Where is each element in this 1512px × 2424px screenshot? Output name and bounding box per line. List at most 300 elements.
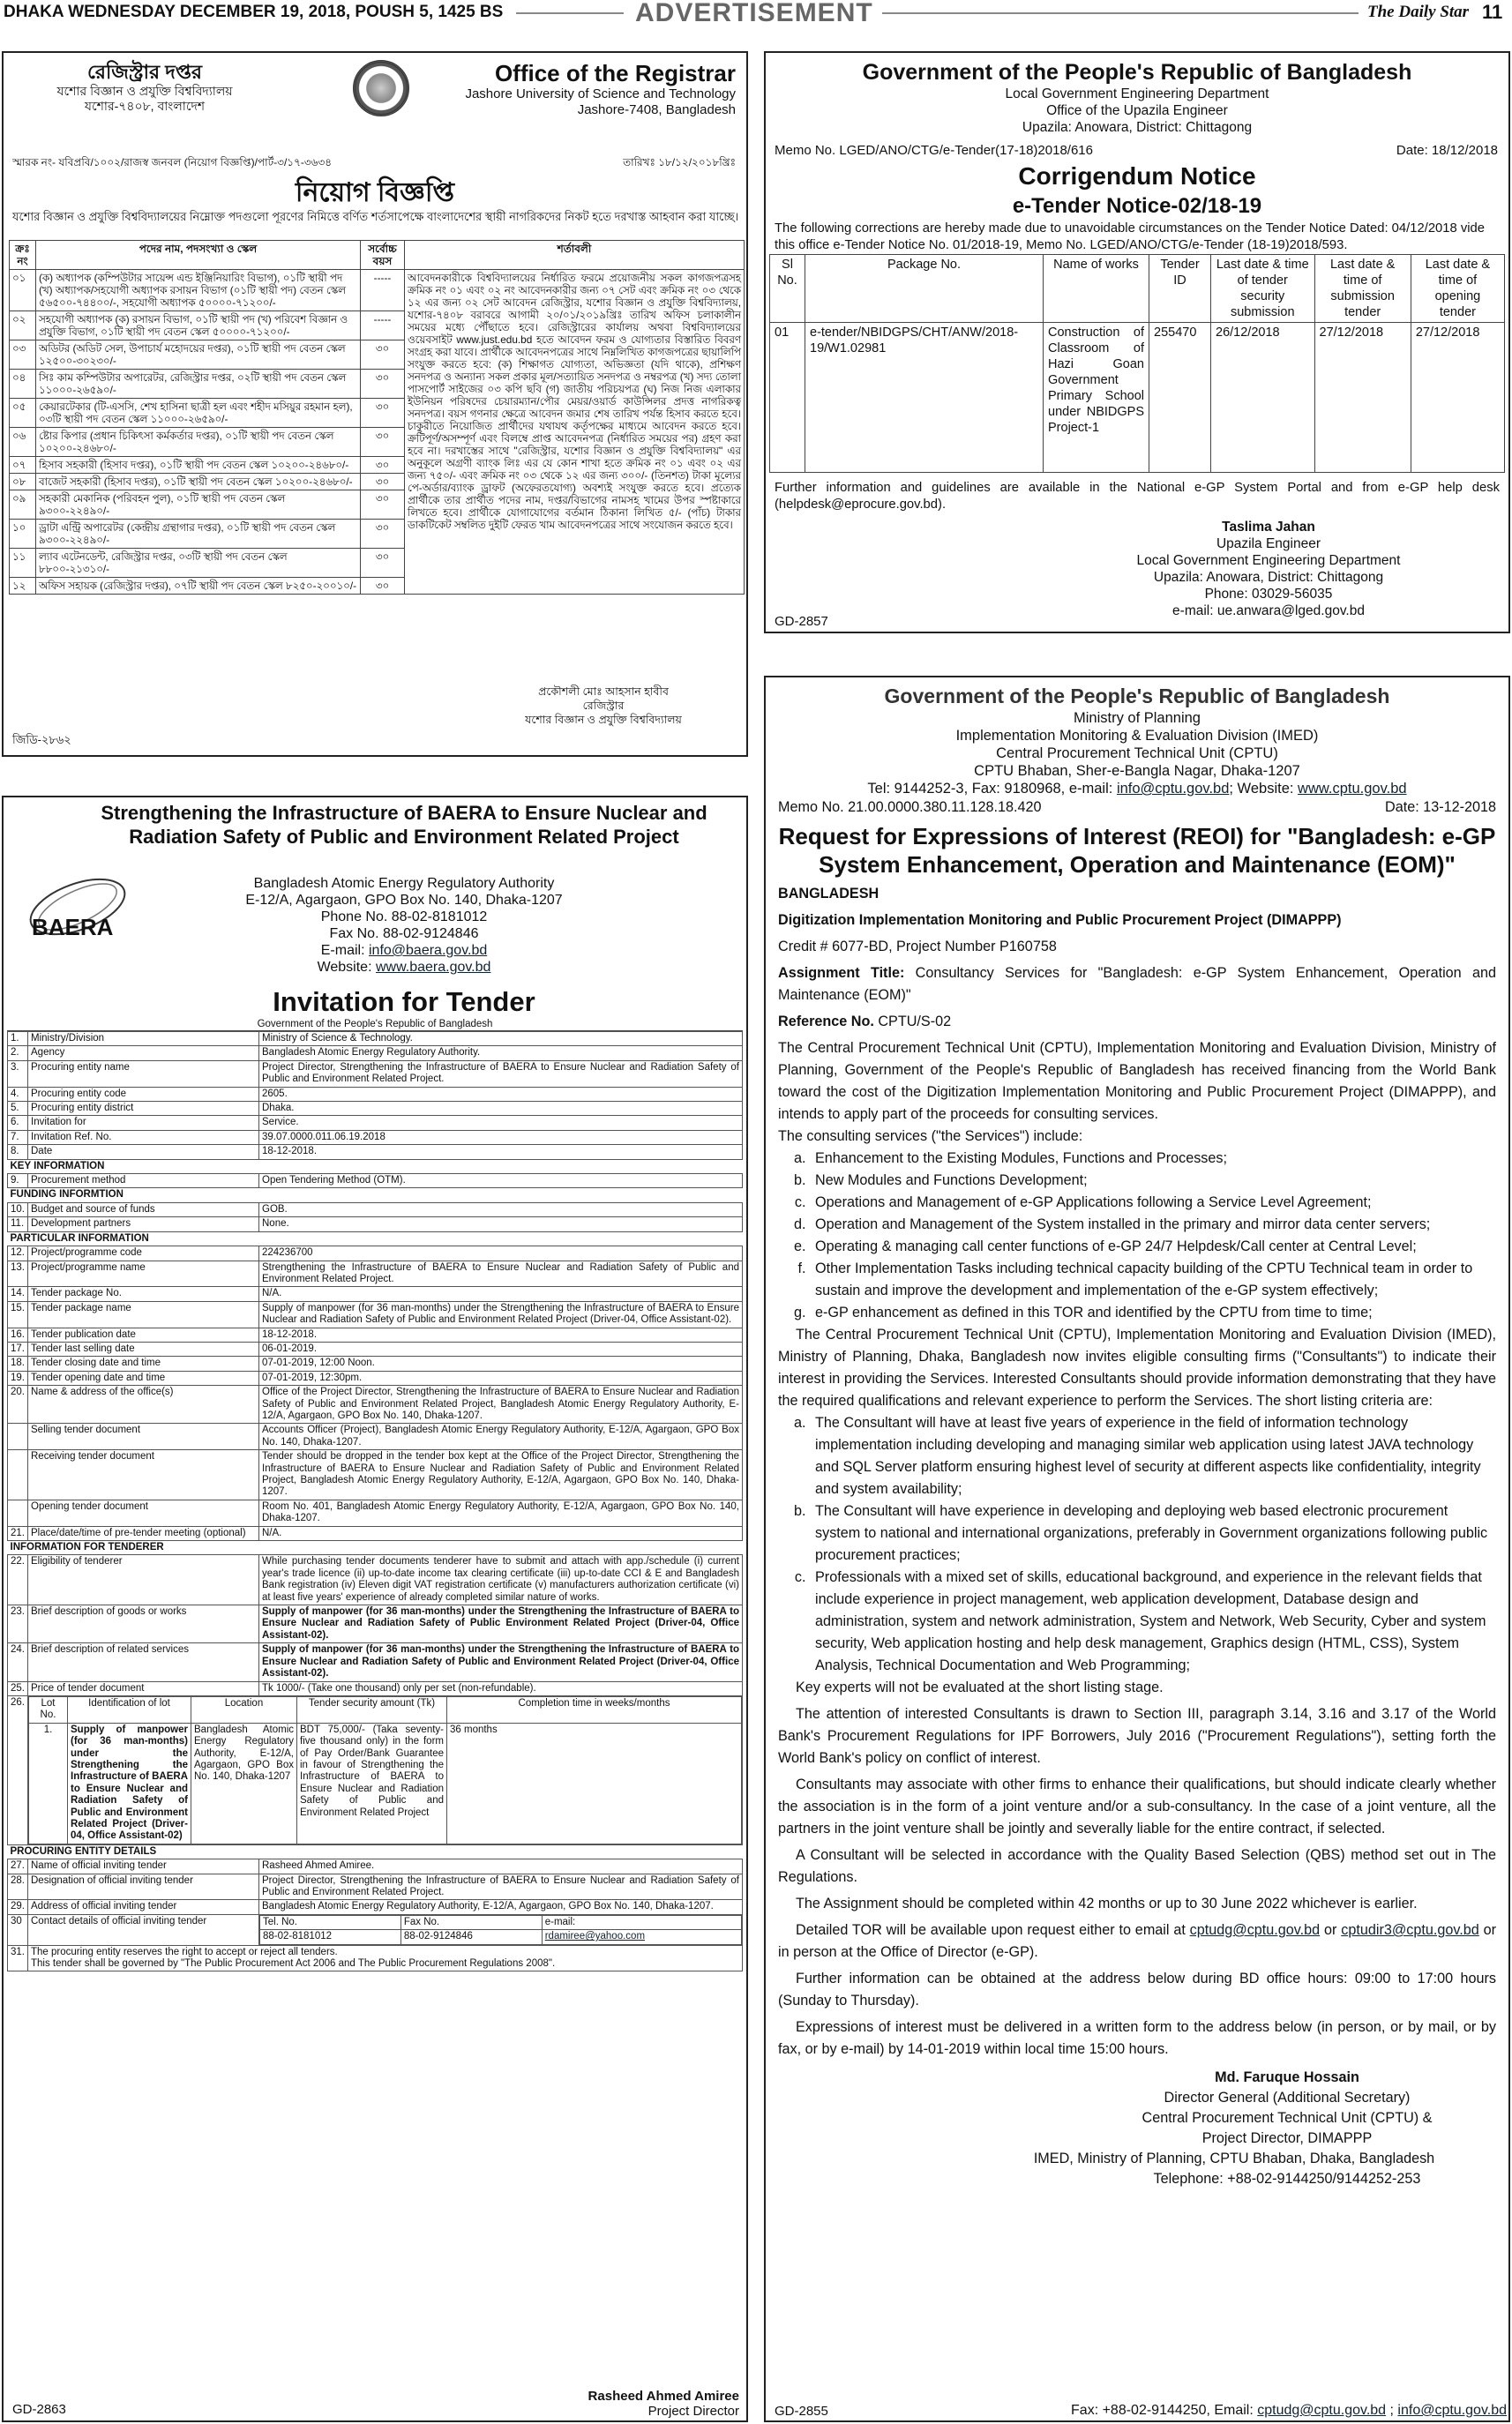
row-number: 28. [8, 1874, 28, 1900]
field-label: Tender package name [28, 1301, 259, 1328]
tender-table [7, 1031, 743, 1971]
row-number: 19. [8, 1371, 28, 1385]
row-number: 25. [8, 1681, 28, 1695]
intro-text: যশোর বিজ্ঞান ও প্রযুক্তি বিশ্ববিদ্যালয়ের নিম্নোক্ত পদগুলো পূরণের নিমিত্তে বর্ণিত শর্তসাপেক্ষে বাংলাদেশের স্থায়ী নাগরিকদের নিকট হতে দরখাস্ত আহবান করা যাচ্ছে। [12, 210, 739, 223]
table-row [8, 1357, 743, 1371]
row-number: 15. [8, 1301, 28, 1328]
text: or [1320, 1922, 1342, 1938]
field-value: Accounts Officer (Project), Bangladesh Atomic Energy Regulatory Authority, E-12/A, Agargaon, GPO Box No. 140, Dhaka-1207. [259, 1424, 743, 1450]
section-header [8, 1188, 743, 1202]
assignment-label: Assignment Title: [778, 965, 905, 981]
paragraph: Further information can be obtained at the address below during BD office hours: 09:00 to 17:00 hours (Sunday to Thursday). [778, 1971, 1496, 2009]
table-row [8, 1386, 743, 1424]
paragraph: The Assignment should be completed within 42 months or up to 30 June 2022 whichever is earlier. [796, 1896, 1418, 1912]
field-label: Tender publication date [28, 1328, 259, 1342]
cell: 01 [770, 323, 805, 473]
section-header [8, 1541, 743, 1555]
signer-address: IMED, Ministry of Planning, CPTU Bhaban, Dhaka, Bangladesh [1033, 2151, 1435, 2166]
table-row [8, 1424, 743, 1450]
table-row [8, 1914, 743, 1945]
field-label: Invitation for [28, 1116, 259, 1130]
col-header: Name of works [1044, 255, 1149, 323]
address: CPTU Bhaban, Sher-e-Bangla Nagar, Dhaka-1207 [974, 763, 1300, 779]
reoi-title: Request for Expressions of Interest (REOI) for "Bangladesh: e-GP System Enhancement, Operation and Maintenance (EOM)" [778, 823, 1496, 878]
division: Implementation Monitoring & Evaluation Division (IMED) [955, 728, 1319, 744]
field-value: Rasheed Ahmed Amiree. [259, 1859, 743, 1874]
field-label: Opening tender document [28, 1500, 259, 1526]
fax-line [1048, 2403, 1507, 2419]
row-number: 16. [8, 1328, 28, 1342]
section-title: FUNDING INFORMTION [8, 1188, 743, 1202]
field-label: Name of official inviting tender [28, 1859, 259, 1874]
ad-code: GD-2857 [775, 614, 828, 629]
max-age: ৩০ [361, 490, 405, 520]
row-number: 26. [8, 1695, 28, 1844]
col-header: Last date & time of tender security submission [1211, 255, 1315, 323]
contact-header [260, 1915, 742, 1929]
field-label: Project/programme code [28, 1246, 259, 1261]
field-value: Tk 1000/- (Take one thousand) only per set (non-refundable). [259, 1681, 743, 1695]
unit: Central Procurement Technical Unit (CPTU) [996, 745, 1278, 761]
field-value: Bangladesh Atomic Energy Regulatory Authority. [259, 1046, 743, 1060]
row-number: 4. [8, 1087, 28, 1101]
signer-name: প্রকৌশলী মোঃ আহসান হাবীব [538, 685, 669, 698]
memo-line [778, 799, 1496, 817]
dept: Local Government Engineering Department [1005, 86, 1269, 101]
cell: e-tender/NBIDGPS/CHT/ANW/2018-19/W1.02981 [805, 323, 1044, 473]
field-label: Development partners [28, 1217, 259, 1231]
en-addr: Jashore-7408, Bangladesh [577, 102, 736, 117]
text: Website: [317, 960, 376, 975]
table-row [8, 1087, 743, 1101]
section-title: KEY INFORMATION [8, 1159, 743, 1173]
post-description: সিঃ কাম কম্পিউটার অপারেটর, রেজিস্ট্রার দপ্তর, ০২টি স্থায়ী পদ বেতন স্কেল ১১০০০-২৬৫৯০/- [36, 370, 361, 399]
table-row [8, 1371, 743, 1385]
row-number: ১০ [10, 520, 36, 549]
row-number: 6. [8, 1116, 28, 1130]
bn-office: রেজিস্ট্রার দপ্তর [86, 61, 203, 83]
governing-note: This tender shall be governed by "The Public Procurement Act 2006 and The Public Procurement Regulations 2008". [31, 1958, 556, 1970]
col-header: Lot No. [29, 1696, 68, 1723]
max-age: ৩০ [361, 578, 405, 595]
email-link[interactable]: cptudg@cptu.gov.bd [1189, 1922, 1321, 1938]
row-number: 20. [8, 1386, 28, 1424]
max-age: ৩০ [361, 399, 405, 428]
row-number: 11. [8, 1217, 28, 1231]
field-value: 07-01-2019, 12:00 Noon. [259, 1357, 743, 1371]
field-value: 224236700 [259, 1246, 743, 1261]
text: Fax: +88-02-9144250, Email: [1071, 2403, 1258, 2418]
post-description: অডিটর (অডিট সেল, উপাচার্য মহোদয়ের দপ্তর), ০১টি স্থায়ী পদ বেতন স্কেল ১২৫০০-৩০২৩০/- [36, 340, 361, 370]
col-header: e-mail: [542, 1915, 741, 1929]
lot-value: Supply of manpower (for 36 man-months) under the Strengthening the Infrastructure of BAERA to Ensure Nuclear and Radiation Safety of Public and Environment Related Project (Driver-04, Office Assistant-02) [68, 1723, 191, 1844]
row-number: 21. [8, 1526, 28, 1540]
email-link[interactable]: info@cptu.gov.bd [1397, 2403, 1507, 2418]
field-label: Project/programme name [28, 1261, 259, 1287]
field-value: Service. [259, 1116, 743, 1130]
field-label: Designation of official inviting tender [28, 1874, 259, 1900]
row-number: 31. [8, 1945, 28, 1971]
date: Date: 13-12-2018 [1385, 799, 1496, 815]
reference-no: CPTU/S-02 [878, 1014, 952, 1029]
col-header: ক্রঃ নং [10, 241, 36, 270]
field-label: Procuring entity district [28, 1102, 259, 1116]
field-value: Supply of manpower (for 36 man-months) under the Strengthening the Infrastructure of BAERA to Ensure Nuclear and Radiation Safety of Public Environment Related Project (Driver-04, Office Assistant-02). [259, 1605, 743, 1643]
row-number: 2. [8, 1046, 28, 1060]
field-value: None. [259, 1217, 743, 1231]
ministry: Ministry of Planning [1074, 710, 1201, 726]
lot-value: 36 months [447, 1723, 742, 1844]
row-number: 22. [8, 1555, 28, 1605]
cell: 26/12/2018 [1211, 323, 1315, 473]
row-number: 24. [8, 1643, 28, 1681]
signer-email: e-mail: ue.anwara@lged.gov.bd [1172, 603, 1365, 618]
list-item: g. e-GP enhancement as defined in this TOR and identified by the CPTU from time to time; [810, 1302, 1496, 1324]
table-row [8, 1301, 743, 1328]
website-line [95, 959, 713, 976]
memo: Memo No. LGED/ANO/CTG/e-Tender(17-18)2018/616 [775, 143, 1093, 158]
page-number: 11 [1482, 1, 1503, 23]
row-number: 13. [8, 1261, 28, 1287]
field-label: Tender last selling date [28, 1342, 259, 1356]
field-value: N/A. [259, 1526, 743, 1540]
bn-univ: যশোর বিজ্ঞান ও প্রযুক্তি বিশ্ববিদ্যালয় [56, 84, 233, 98]
field-value: 06-01-2019. [259, 1342, 743, 1356]
field-value: 18-12-2018. [259, 1328, 743, 1342]
ad-code: GD-2863 [12, 2402, 66, 2417]
row-number: ০৬ [10, 428, 36, 457]
row-number: ০৫ [10, 399, 36, 428]
email-link[interactable]: cptudir3@cptu.gov.bd [1341, 1922, 1479, 1938]
section-title: ADVERTISEMENT [635, 0, 873, 27]
field-value: Project Director, Strengthening the Infrastructure of BAERA to Ensure Nuclear and Radiation Safety of Public and Environment Related Project. [259, 1060, 743, 1087]
field-label: Contact details of official inviting tender [28, 1914, 259, 1945]
website-link[interactable]: www.cptu.gov.bd [1298, 781, 1407, 797]
contact-value: 88-02-9124846 [400, 1930, 542, 1944]
signer-title: Project Director [647, 2404, 739, 2419]
col-header: Completion time in weeks/months [447, 1696, 742, 1723]
section-header [8, 1231, 743, 1246]
contact-text: ; Website: [1229, 781, 1299, 797]
field-label: Ministry/Division [28, 1032, 259, 1046]
signer-name: Taslima Jahan [1222, 520, 1315, 535]
row-number: 18. [8, 1357, 28, 1371]
field-value: Project Director, Strengthening the Infrastructure of BAERA to Ensure Nuclear and Radiation Safety of Public and Environment Related Project. [259, 1874, 743, 1900]
baera-header [7, 797, 743, 1018]
field-value: 2605. [259, 1087, 743, 1101]
table-row [8, 1605, 743, 1643]
col-header: Tender security amount (Tk) [297, 1696, 447, 1723]
row-number: 7. [8, 1130, 28, 1144]
rule [882, 12, 1359, 14]
paragraph: The attention of interested Consultants is drawn to Section III, paragraph 3.14, 3.16 and 3.17 of the World Bank's Procurement Regulations for IPF Borrowers, July 2016 ("Procurement Regulations"), setting forth the World Bank's policy on conflict of interest. [778, 1706, 1496, 1766]
field-value: Bangladesh Atomic Energy Regulatory Authority, E-12/A, Agargaon, GPO Box No. 140, Dhaka-1207. [259, 1900, 743, 1914]
field-value: 39.07.0000.011.06.19.2018 [259, 1130, 743, 1144]
list-item: e. Operating & managing call center functions of e-GP 24/7 Helpdesk/Call center at Central Level; [810, 1236, 1496, 1258]
signer-title: Project Director, DIMAPPP [1201, 2130, 1373, 2146]
col-header: পদের নাম, পদসংখ্যা ও স্কেল [36, 241, 361, 270]
memo: Memo No. 21.00.0000.380.11.128.18.420 [778, 799, 1042, 815]
field-value: Strengthening the Infrastructure of BAERA to Ensure Nuclear and Radiation Safety of Public and Environment Related Project. [259, 1261, 743, 1287]
signature-block [1033, 2068, 1496, 2189]
col-header: Fax No. [400, 1915, 542, 1929]
email-link[interactable]: info@baera.gov.bd [368, 943, 488, 958]
field-value: GOB. [259, 1202, 743, 1216]
row-number: 3. [8, 1060, 28, 1087]
field-label: Eligibility of tenderer [28, 1555, 259, 1605]
table-row [8, 1526, 743, 1540]
table-row [8, 1555, 743, 1605]
section-title: PARTICULAR INFORMATION [8, 1231, 743, 1246]
paragraph: A Consultant will be selected in accordance with the Quality Based Selection (QBS) method set out in The Regulations. [778, 1847, 1496, 1885]
reserve-note: The procuring entity reserves the right to accept or reject all tenders. [31, 1946, 338, 1957]
field-label: Price of tender document [28, 1681, 259, 1695]
row-number: ০৯ [10, 490, 36, 520]
page-header [0, 0, 1512, 26]
field-label: Invitation Ref. No. [28, 1130, 259, 1144]
section-header [8, 1159, 743, 1173]
paragraph: The Central Procurement Technical Unit (CPTU), Implementation Monitoring and Evaluation Division, Ministry of Planning, Government of the People's Republic of Bangladesh has received financing from the World Bank toward the cost of the Digitization Implementation Monitoring and Public Procurement Project (DIMAPPP), and intends to apply part of the proceeds for consulting services. [778, 1040, 1496, 1122]
row-number: 29. [8, 1900, 28, 1914]
signer-title: Central Procurement Technical Unit (CPTU) & [1141, 2110, 1433, 2126]
table-row [770, 323, 1505, 473]
post-description: কেয়ারটেকার (টি-এসসি, শেখ হাসিনা ছাত্রী হল এবং শহীদ মসিয়ুর রহমান হল), ০৩টি স্থায়ী পদ বেতন স্কেল ১১০০০-২৬৫৯০/- [36, 399, 361, 428]
country: BANGLADESH [778, 886, 880, 902]
en-office: Office of the Registrar [494, 60, 736, 86]
post-description: হিসাব সহকারী (হিসাব দপ্তর), ০১টি স্থায়ী পদ বেতন স্কেল ১০২০০-২৪৬৮০/- [36, 457, 361, 474]
registrar-ad [2, 51, 748, 757]
field-value: Tender should be dropped in the tender box kept at the Office of the Project Director, Strengthening the Infrastructure of BAERA to Ensure Nuclear and Radiation Safety of Public and Environment Related Project, Bangladesh Atomic Energy Regulatory Authority, E-12/A, Agargaon, GPO Box No. 140, Dhaka-1207. [259, 1450, 743, 1500]
field-value [28, 1945, 743, 1971]
table-row [8, 1174, 743, 1188]
row-number: 10. [8, 1202, 28, 1216]
max-age: ৩০ [361, 549, 405, 578]
section-title: PROCURING ENTITY DETAILS [8, 1844, 743, 1859]
post-description: বাজেট সহকারী (হিসাব দপ্তর), ০১টি স্থায়ী পদ বেতন স্কেল ১০২০০-২৪৬৮০/- [36, 474, 361, 490]
email-link[interactable]: rdamiree@yahoo.com [542, 1930, 741, 1944]
max-age: ----- [361, 270, 405, 311]
table-row [8, 1695, 743, 1844]
date: Date: 18/12/2018 [1396, 143, 1498, 158]
email-link[interactable]: info@cptu.gov.bd [1116, 781, 1230, 797]
address-block [95, 875, 713, 976]
field-label: Brief description of related services [28, 1643, 259, 1681]
services-list [810, 1148, 1496, 1324]
field-value: 07-01-2019, 12:30pm. [259, 1371, 743, 1385]
row-number: 14. [8, 1287, 28, 1301]
org-name: Bangladesh Atomic Energy Regulatory Authority [253, 876, 555, 891]
field-label: Tender closing date and time [28, 1357, 259, 1371]
post-description: ড্রাটা এন্ট্রি অপারেটর (কেন্দ্রীয় গ্রন্থাগার দপ্তর), ০১টি স্থায়ী পদ বেতন স্কেল ৯৩০০-২২৪৯০/- [36, 520, 361, 549]
place: Upazila: Anowara, District: Chittagong [1022, 120, 1253, 135]
paragraph: Key experts will not be evaluated at the short listing stage. [796, 1680, 1164, 1695]
lot-header [29, 1696, 742, 1723]
intro-text: The following corrections are hereby made due to unavoidable circumstances on the Tender Notice Dated: 04/12/2018 vide this office e-Tender Notice No. 01/2018-19, Memo No. LGED/ANO/CTG/e-Tender (18-19)2018/593. [775, 221, 1485, 252]
assignment-title: Consultancy Services for "Bangladesh: e-GP System Enhancement, Operation and Maintenance (EOM)" [778, 965, 1496, 1003]
field-value: Office of the Project Director, Strengthening the Infrastructure of BAERA to Ensure Nuclear and Radiation Safety of Public and Environment Related Project, Bangladesh Atomic Energy Regulatory Authority, E-12/A, Agargaon, GPO Box No. 140, Dhaka-1207. [259, 1386, 743, 1424]
col-header: Last date & time of submission tender [1314, 255, 1411, 323]
university-seal-icon [353, 60, 409, 116]
table-row [8, 1287, 743, 1301]
row-number: ০১ [10, 270, 36, 311]
signer-title: Director General (Additional Secretary) [1164, 2090, 1411, 2106]
field-label: Place/date/time of pre-tender meeting (optional) [28, 1526, 259, 1540]
logo-text: BAERA [32, 914, 114, 940]
signer-phone: Phone: 03029-56035 [1204, 587, 1333, 602]
ad-title: নিয়োগ বিজ্ঞপ্তি [295, 178, 455, 207]
max-age: ৩০ [361, 520, 405, 549]
col-header: Identification of lot [68, 1696, 191, 1723]
invitation-title: Invitation for Tender [273, 986, 535, 1017]
table-row [8, 1874, 743, 1900]
notice-title: Corrigendum Notice [1018, 162, 1256, 190]
list-item: d. Operation and Management of the System installed in the primary and mirror data center servers; [810, 1214, 1496, 1236]
table-row [8, 1900, 743, 1914]
fax: Fax No. 88-02-9124846 [329, 926, 479, 941]
signer-org: যশোর বিজ্ঞান ও প্রযুক্তি বিশ্ববিদ্যালয় [525, 714, 682, 726]
govt-line: Government of the People's Republic of Bangladesh [7, 1018, 743, 1031]
signer-place: Upazila: Anowara, District: Chittagong [1153, 570, 1384, 585]
row-number: 27. [8, 1859, 28, 1874]
contact-cell [259, 1914, 743, 1945]
table-row [8, 1202, 743, 1216]
contact-value: 88-02-8181012 [260, 1930, 401, 1944]
ad-code: GD-2855 [775, 2404, 828, 2419]
list-item: a. The Consultant will have at least five years of experience in the field of information technology implementation including developing and managing similar web application using latest JAVA technology and SQL Server platform ensuring highest level of security at different aspects like confidentiality, integrity and system availability; [810, 1412, 1496, 1500]
table-row [8, 1046, 743, 1060]
project-name: Digitization Implementation Monitoring and Public Procurement Project (DIMAPPP) [778, 912, 1342, 928]
list-item: c. Operations and Management of e-GP Applications following a Service Level Agreement; [810, 1192, 1496, 1214]
project-title: Strengthening the Infrastructure of BAERA to Ensure Nuclear and Radiation Safety of Public and Environment Related Project [101, 802, 707, 848]
list-item: f. Other Implementation Tasks including technical capacity building of the CPTU Technical team in order to sustain and improve the development and implementation of the e-GP system effectively; [810, 1258, 1496, 1302]
field-value: Supply of manpower (for 36 man-months) under the Strengthening the Infrastructure of BAERA to Ensure Nuclear and Radiation Safety of Public and Environment Related Project (Driver-04, Office Assistant-02). [259, 1301, 743, 1328]
row-number [8, 1424, 28, 1450]
table-row [8, 1102, 743, 1116]
table-row [8, 1681, 743, 1695]
col-header: Last date & time of opening tender [1411, 255, 1504, 323]
lot-value: BDT 75,000/- (Taka seventy-five thousand only) in the form of Pay Order/Bank Guarantee in favour of Strengthening the Infrastructure of BAERA to Ensure Nuclear and Radiation Safety of Public and Environment Related Project [297, 1723, 447, 1844]
phone: Phone No. 88-02-8181012 [320, 909, 488, 924]
section-title: INFORMATION FOR TENDERER [8, 1541, 743, 1555]
notice-subtitle: e-Tender Notice-02/18-19 [1012, 194, 1262, 218]
dateline: DHAKA WEDNESDAY DECEMBER 19, 2018, POUSH 5, 1425 BS [4, 3, 504, 21]
terms-text: আবেদনকারীকে বিশ্ববিদ্যালয়ের নির্ধারিত ফরমে প্রয়োজনীয় সকল কাগজপত্রসহ ক্রমিক নং ০১ এবং ০২ নং আবেদনকারীর জন্য ০৭ সেট এবং ক্রমিক নং ০৩ থেকে ১২ এর জন্য ০২ সেট আবেদন রেজিস্ট্রার, যশোর বিজ্ঞান ও প্রযুক্তি বিশ্ববিদ্যালয়, যশোর-৭৪০৮ বরাবরে আগামী ২০/০১/২০১৯খ্রিঃ তারিখ অফিস চলাকালীন সময়ের মধ্যে পৌঁছাতে হবে। রেজিস্ট্রারের কার্যালয় অথবা বিশ্ববিদ্যালয়ের ওয়েবসাইট www.just.edu.bd হতে আবেদন ফরম ও যোগ্যতার বিস্তারিত বিবরণ সংগ্রহ করা যাবে। প্রার্থীকে আবেদনপত্রের সাথে নিম্নলিখিত কাগজপত্রের ছায়ালিপি সংযুক্ত করতে হবে: (ক) শিক্ষাগত যোগ্যতা, অভিজ্ঞতা (যদি থাকে), প্রশিক্ষণ সনদপত্র ও অন্যান্য সকল প্রকার মূল/সত্যায়িত সনদপত্র ও নম্বরপত্র (খ) সদ্য তোলা পাসপোর্ট সাইজের ০৩ কপি ছবি (গ) জাতীয় পরিচয়পত্র (ঘ) নিজ নিজ এলাকার ইউনিয়ন পরিষদের চেয়ারম্যান/পৌর মেয়র/ওয়ার্ড কাউন্সিলর প্রদত্ত নাগরিকত্ব সনদপত্র। বয়স গণনার ক্ষেত্রে আবেদন জমার শেষ তারিখ পর্যন্ত হিসাব করতে হবে। চাকুরীতে নিয়োজিত প্রার্থীদের যথাযথ কর্তৃপক্ষের মাধ্যমে আবেদন করতে হবে। ক্রটিপূর্ণ/অসম্পূর্ণ এবং বিলম্বে প্রাপ্ত আবেদনপত্র (নির্ধারিত সময়ের পর) গ্রহণ করা হবে না। দরখাস্তের সাথে "রেজিস্ট্রার, যশোর বিজ্ঞান ও প্রযুক্তি বিশ্ববিদ্যালয়" এর অনুকূলে অগ্রণী ব্যাংক লিঃ এর যে কোন শাখা হতে ক্রমিক নং ০১ এবং ০২ এর জন্য ৭৫০/- এবং ক্রমিক নং ০৩ থেকে ১২ এর জন্য ৩০০/- (তিনশত) টাকা মূল্যের পে-অর্ডার/ব্যাংক ড্রাফট (অফেরতযোগ্য) অবশ্যই সংযুক্ত করতে হবে। প্রত্যেক প্রার্থীকে তার প্রার্থীত পদের নাম, দপ্তর/বিভাগের নামসহ খামের উপর স্পষ্টাকারে লিখতে হবে। প্রার্থীকে যোগাযোগের বর্তমান ঠিকানা লিখিত ৫/- (পাঁচ) টাকার ডাকটিকেট সম্বলিত দুইটি ফেরত খাম আবেদনপত্রের সাথে সংযোজন করতে হবে। [405, 270, 745, 595]
cell: 255470 [1149, 323, 1211, 473]
col-header: Sl No. [770, 255, 805, 323]
signer-title: রেজিস্ট্রার [582, 700, 625, 712]
col-header: Package No. [805, 255, 1044, 323]
section-header [8, 1844, 743, 1859]
paragraph: The Central Procurement Technical Unit (CPTU), Implementation Monitoring and Evaluation Division (IMED), Ministry of Planning, Dhaka, Bangladesh now invites eligible consulting firms ("Consultants") to indicate their interest in providing the Services. Interested Consultants should provide information demonstrating that they have the required qualifications and relevant experience to perform the Services. The short listing criteria are: [778, 1327, 1496, 1409]
field-label: Receiving tender document [28, 1450, 259, 1500]
reference-label: Reference No. [778, 1014, 874, 1029]
col-header: শর্তাবলী [405, 241, 745, 270]
field-label: Selling tender document [28, 1424, 259, 1450]
post-description: অফিস সহায়ক (রেজিস্ট্রার দপ্তর), ০৭টি স্থায়ী পদ বেতন স্কেল ৮২৫০-২০০১০/- [36, 578, 361, 595]
signer-dept: Local Government Engineering Department [1136, 553, 1401, 568]
govt-title: Government of the People's Republic of Bangladesh [862, 60, 1412, 85]
lot-cell [28, 1695, 743, 1844]
table-row [8, 1032, 743, 1046]
list-item: a. Enhancement to the Existing Modules, Functions and Processes; [810, 1148, 1496, 1170]
text: ; [1386, 2403, 1398, 2418]
cell: 27/12/2018 [1314, 323, 1411, 473]
field-label: Agency [28, 1046, 259, 1060]
cell: Construction of Classroom of Hazi Goan Government Primary School under NBIDGPS Project-1 [1044, 323, 1149, 473]
field-value: Room No. 401, Bangladesh Atomic Energy Regulatory Authority, E-12/A, Agargaon, GPO Box No. 140, Dhaka-1207. [259, 1500, 743, 1526]
field-label: Brief description of goods or works [28, 1605, 259, 1643]
list-item: c. Professionals with a mixed set of skills, educational background, and experience in the relevant fields that include experience in project management, web application development, Database design and administration, system and network administration, System and Network, Web Security, Cyber and system security, Web application hosting and help desk management, Graphics design (HTML, CSS), System Analysis, Technical Documentation and Web Programming; [810, 1567, 1496, 1677]
baera-tender-ad [2, 796, 748, 2422]
table-row [10, 270, 745, 311]
row-number: ১১ [10, 549, 36, 578]
lot-value: 1. [29, 1723, 68, 1844]
memo: স্মারক নং- যবিপ্রবি/১০০২/রাজস্ব জনবল (নিয়োগ বিজ্ঞপ্তি)/পার্ট-৩/১৭-৩৬৩৪ [12, 156, 333, 168]
row-number: ০৮ [10, 474, 36, 490]
table-row [8, 1130, 743, 1144]
field-label: Procuring entity code [28, 1087, 259, 1101]
row-number: ০৭ [10, 457, 36, 474]
further-info: Further information and guidelines are available in the National e-GP System Portal and from e-GP help desk (helpdesk@eprocure.gov.bd). [775, 481, 1500, 512]
row-number: 8. [8, 1145, 28, 1159]
reoi-ad [764, 676, 1510, 2422]
contact-values [260, 1930, 742, 1944]
email-link[interactable]: cptudg@cptu.gov.bd [1257, 2403, 1387, 2418]
table-row [8, 1060, 743, 1087]
row-number [8, 1500, 28, 1526]
max-age: ----- [361, 311, 405, 340]
max-age: ৩০ [361, 457, 405, 474]
posts-table [9, 240, 745, 595]
website-link[interactable]: www.baera.gov.bd [375, 960, 491, 975]
cell: 27/12/2018 [1411, 323, 1504, 473]
en-univ: Jashore University of Science and Technology [465, 86, 736, 101]
text: or in person at the Office of Director (e-GP). [778, 1922, 1496, 1960]
govt-title: Government of the People's Republic of Bangladesh [884, 685, 1390, 707]
field-label: Tender opening date and time [28, 1371, 259, 1385]
field-value: 18-12-2018. [259, 1145, 743, 1159]
post-description: ষ্টোর কিপার (প্রধান চিকিৎসা কর্মকর্তার দপ্তর), ০১টি স্থায়ী পদ বেতন স্কেল ১০২০০-২৪৬৮০/- [36, 428, 361, 457]
ad-code: জিডি-২৮৬২ [12, 733, 71, 746]
row-number: ১২ [10, 578, 36, 595]
date: তারিখঃ ১৮/১২/২০১৮খ্রিঃ [623, 156, 736, 168]
row-number: 30 [8, 1914, 28, 1945]
bn-header [12, 60, 277, 114]
text: Detailed TOR will be available upon request either to email at [796, 1922, 1190, 1938]
reoi-header [778, 683, 1496, 797]
org-address: E-12/A, Agargaon, GPO Box No. 140, Dhaka-1207 [245, 893, 563, 908]
table-row [8, 1500, 743, 1526]
row-number: 12. [8, 1246, 28, 1261]
table-row [8, 1261, 743, 1287]
field-label: Date [28, 1145, 259, 1159]
contact-table [259, 1915, 742, 1945]
field-label: Budget and source of funds [28, 1202, 259, 1216]
field-label: Address of official inviting tender [28, 1900, 259, 1914]
row-number: ০৪ [10, 370, 36, 399]
signer-name: Rasheed Ahmed Amiree [588, 2389, 739, 2404]
field-label: Name & address of the office(s) [28, 1386, 259, 1424]
post-description: (ক) অধ্যাপক (কম্পিউটার সায়েন্স এন্ড ইঞ্জিনিয়ারিং বিভাগ), ০১টি স্থায়ী পদ (খ) অধ্যাপক/সহযোগী অধ্যাপক রসায়ন বিভাগ (০১টি স্থায়ী পদ) বেতন স্কেল ৫৬৫০০-৭৪৪০০/-, সহযোগী অধ্যাপক ৫০০০০-৭১২০০/- [36, 270, 361, 311]
row-number: 9. [8, 1174, 28, 1188]
field-label: Procuring entity name [28, 1060, 259, 1087]
field-label: Tender package No. [28, 1287, 259, 1301]
contact-line [778, 780, 1496, 797]
table-row [8, 1246, 743, 1261]
paragraph: Expressions of interest must be delivered in a written form to the address below (in person, or by mail, or by fax, or by e-mail) by 14-01-2019 within local time 15:00 hours. [778, 2019, 1496, 2057]
col-header: Location [191, 1696, 297, 1723]
assignment [778, 962, 1496, 1006]
